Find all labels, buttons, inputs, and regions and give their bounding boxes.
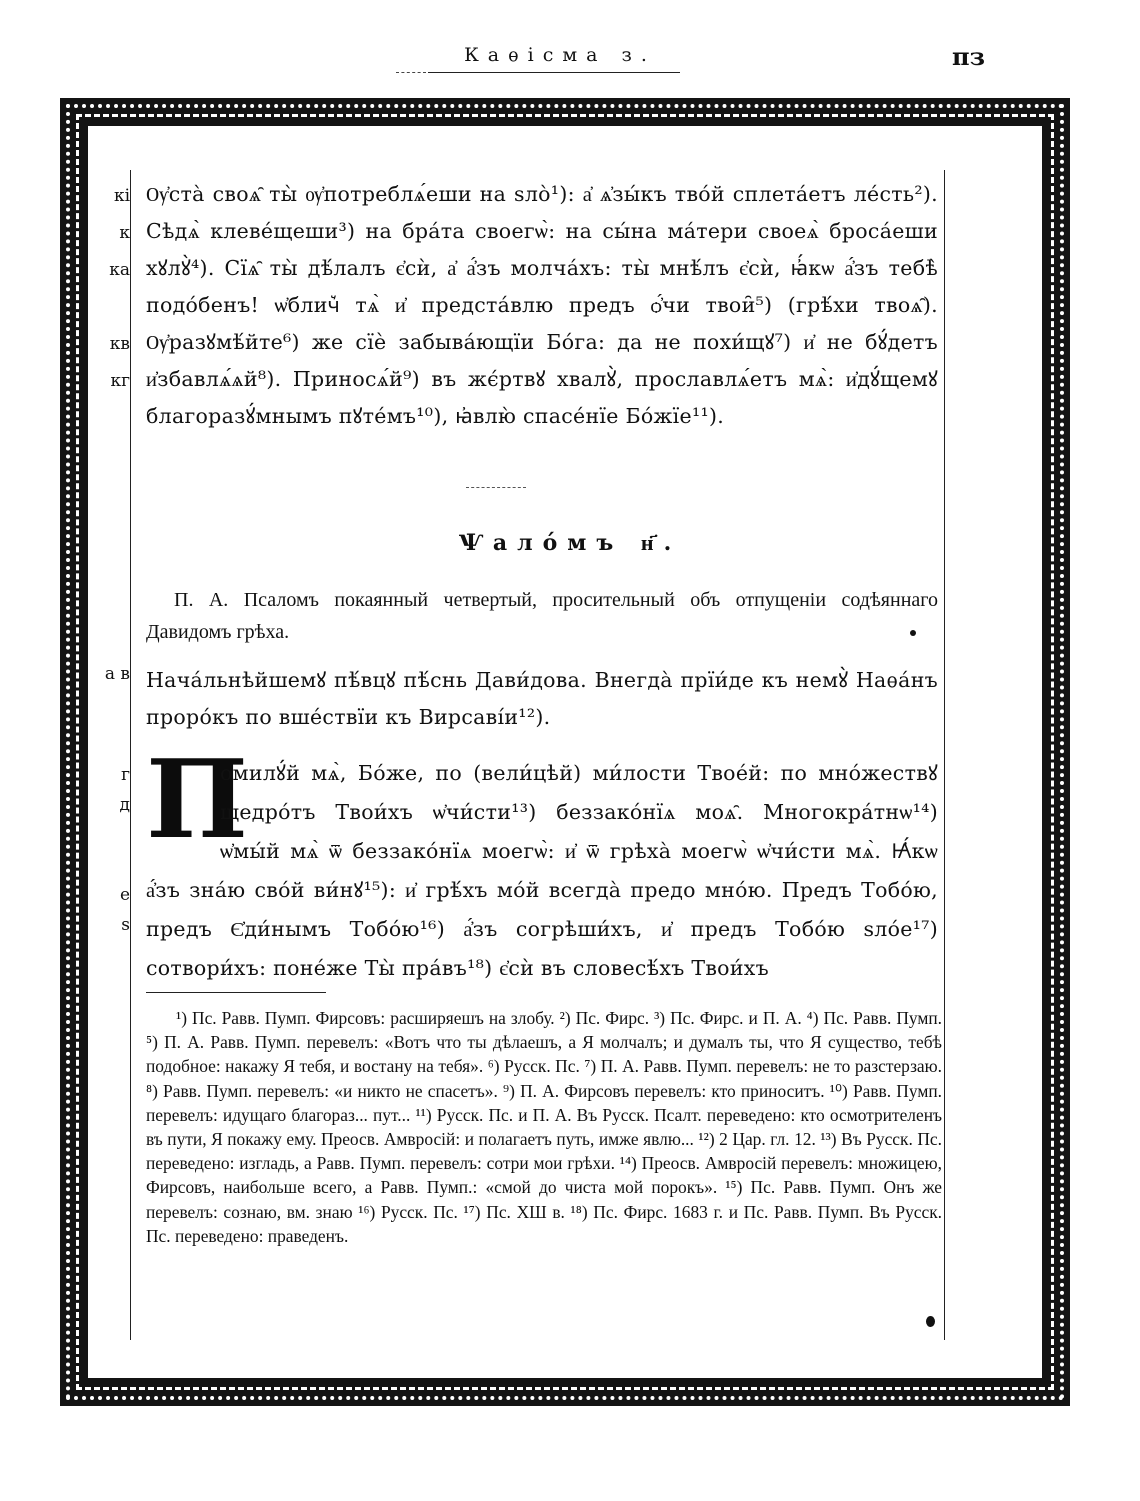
section-separator — [466, 487, 526, 488]
verse-number: кг — [110, 371, 130, 391]
psalm-rubric: П. А. Псаломъ покаянный четвертый, просительный объ отпущеніи содѣяннаго Давидомъ грѣха. — [146, 589, 938, 643]
psalm-superscription: Нача́льнѣйшемꙋ пѣ́вцꙋ пѣ́снь Дави́дова. Внегда̀ прїи́де къ немꙋ̀ Наѳа́нъ проро́къ по вше́ствїи къ Вирсаві́и¹²). — [146, 668, 938, 729]
verse-number: а в — [104, 664, 130, 684]
psalm-body — [146, 754, 938, 988]
verse-numbers-group3 — [94, 760, 130, 940]
running-head — [0, 44, 1140, 84]
verse-number: г — [121, 765, 130, 785]
margin-rule-left — [130, 170, 131, 1340]
verse-number: д — [119, 795, 130, 815]
verse-number: кі — [113, 186, 130, 206]
running-head-dash — [396, 72, 426, 73]
verse-numbers-group1 — [94, 178, 130, 400]
verse-number: ка — [109, 260, 130, 280]
footnote-rule — [146, 992, 326, 993]
verse-number: е — [119, 885, 130, 905]
running-head-rule — [428, 72, 680, 73]
verse-number: к — [119, 223, 130, 243]
ink-speck — [926, 1316, 935, 1327]
drop-cap-space — [146, 754, 220, 866]
verse-number: кв — [109, 334, 130, 354]
footnotes: ¹) Пс. Равв. Пумп. Фирсовъ: расширяешъ на злобу. ²) Пс. Фирс. ³) Пс. Фирс. и П. А. ⁴) Пс. Равв. Пумп. ⁵) П. А. Равв. Пумп. перевелъ: «Вотъ что ты дѣлаешъ, а Я молчалъ; и думалъ ты, что Я существо, тебѣ подобное: накажу Я тебя, и востану на тебя». ⁶) Русск. Пс. ⁷) П. А. Равв. Пумп. перевелъ: не то разстерзаю. ⁸) Равв. Пумп. перевелъ: «и никто не спасетъ». ⁹) П. А. Фирсовъ перевелъ: кто приноситъ. ¹⁰) Равв. Пумп. перевелъ: идущаго благораз... пут... ¹¹) Русск. Пс. и П. А. Въ Русск. Псалт. переведено: кто осмотрителенъ въ пути, Я покажу ему. Преосв. Амвросій: и полагаетъ путь, имже явлю... ¹²) 2 Цар. гл. 12. ¹³) Въ Русск. Пс. переведено: изгладь, а Равв. Пумп. перевелъ: сотри мои грѣхи. ¹⁴) Преосв. Амвросій перевелъ: множицею, Фирсовъ, наибольше всего, а Равв. Пумп.: «смой до чиста мой порокъ». ¹⁵) Пс. Равв. Пумп. Онъ же перевелъ: сознаю, вм. знаю ¹⁶) Русск. Пс. ¹⁷) Пс. ХШ в. ¹⁸) Пс. Фирс. 1683 г. и Пс. Равв. Пумп. Въ Русск. Пс. переведено: праведенъ. — [146, 1008, 942, 1246]
psalm-49-ending: Ѹ҆ста̀ своѧ̑ ты̀ ѹ҆потреблѧ́еши на ѕло̀¹): а҆ ѧ҆зы́къ тво́й сплета́етъ ле́сть²). Сѣдѧ̀ клеве́щеши³) на бра́та своегѡ̀: на сы́на ма́тери своеѧ̀ броса́еши хꙋлꙋ̀⁴). Сїѧ̑ ты̀ дѣ́лалъ є҆сѝ, а҆ а҆́зъ молча́хъ: ты̀ мнѣ́лъ є҆сѝ, ꙗ҆́кѡ а҆́зъ тебѣ̀ подо́бенъ! ѡ҆блич꙽ тѧ̀ и҆ предста́влю предъ ѻ҆́чи твои̑⁵) (грѣ́хи твоѧ̑). Ѹ҆разꙋмѣ́йте⁶) же сїѐ забыва́ющїи Бо́га: да не похи́щꙋ⁷) и҆ не бꙋ́детъ и҆збавлѧ́ѧй⁸). Приносѧ́й⁹) въ жє́ртвꙋ хвалꙋ̀, прославлѧ́етъ мѧ̀: и҆дꙋ́щемꙋ благоразꙋ́мнымъ пꙋте́мъ¹⁰), ꙗ҆влю̀ спасе́нїе Бо́жїе¹¹). — [146, 182, 938, 428]
psalm-heading: Ѱало́мъ н҃. — [458, 530, 682, 556]
margin-rule-right — [944, 170, 945, 1340]
psalm-body-text: омилꙋ́й мѧ̀, Бо́же, по (вели́цѣй) ми́лости Твое́й: по мно́жествꙋ щедро́тъ Твои́хъ ѡ҆чи́сти¹³) беззако́нїѧ моѧ̑. Многокра́тнѡ¹⁴) ѡ҆мы́й мѧ̀ ѿ беззако́нїѧ моегѡ̀: и҆ ѿ грѣха̀ моегѡ̀ ѡ҆чи́сти мѧ̀. Ꙗ҆́кѡ а҆́зъ зна́ю сво́й ви́нꙋ¹⁵): и҆ грѣ́хъ мо́й всегда̀ предо мно́ю. Предъ Тобо́ю, предъ Є҆ди́нымъ Тобо́ю¹⁶) а҆́зъ согрѣши́хъ, и҆ предъ Тобо́ю ѕло́е¹⁷) сотвори́хъ: поне́же Ты̀ пра́въ¹⁸) є҆сѝ въ словесѣ́хъ Твои́хъ — [146, 761, 938, 980]
ink-speck — [910, 630, 916, 636]
running-title: Каѳісма з. — [464, 44, 656, 66]
drop-cap: П — [146, 737, 248, 863]
page-number: пз — [952, 42, 985, 71]
verse-number: ѕ — [121, 915, 130, 935]
